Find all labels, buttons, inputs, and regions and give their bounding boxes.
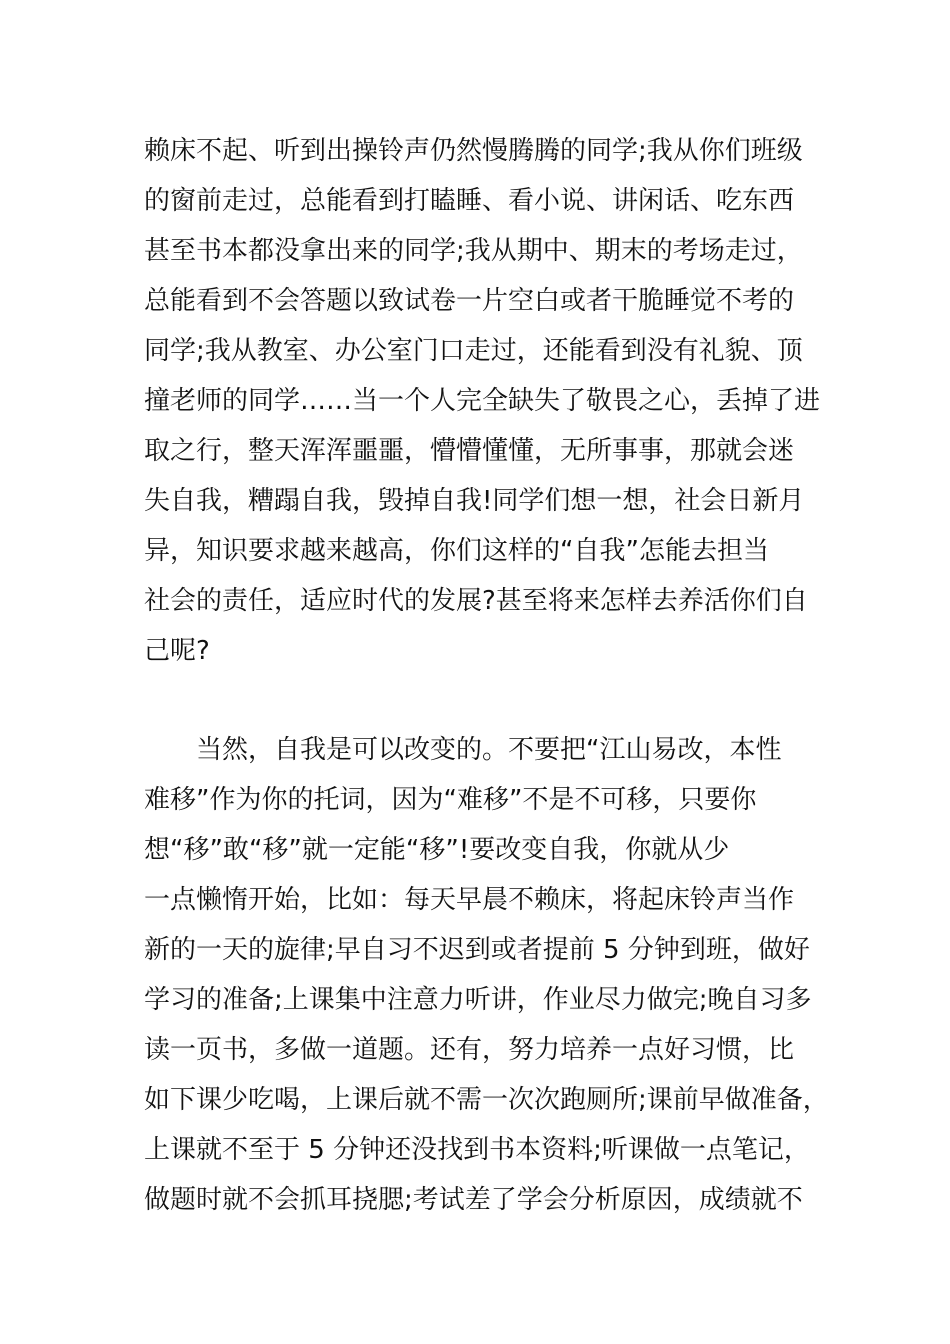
text-line: 甚至书本都没拿出来的同学;我从期中、期末的考场走过， <box>144 236 803 266</box>
text-line: 读一页书，多做一道题。还有，努力培养一点好习惯，比 <box>144 1035 795 1065</box>
text-line: 新的一天的旋律;早自习不迟到或者提前 5 分钟到班，做好 <box>144 935 810 965</box>
text-line: 总能看到不会答题以致试卷一片空白或者干脆睡觉不考的 <box>144 286 795 316</box>
text-line: 赖床不起、听到出操铃声仍然慢腾腾的同学;我从你们班级 <box>144 136 803 166</box>
text-line: 社会的责任，适应时代的发展?甚至将来怎样去养活你们自 <box>144 586 808 616</box>
text-line: 学习的准备;上课集中注意力听讲，作业尽力做完;晚自习多 <box>144 985 812 1015</box>
text-line: 一点懒惰开始，比如：每天早晨不赖床，将起床铃声当作 <box>144 885 795 915</box>
text-line: 同学;我从教室、办公室门口走过，还能看到没有礼貌、顶 <box>144 336 803 366</box>
text-line: 难移”作为你的托词，因为“难移”不是不可移，只要你 <box>144 785 757 815</box>
text-line: 失自我，糟蹋自我，毁掉自我!同学们想一想，社会日新月 <box>144 486 805 516</box>
text-line: 的窗前走过，总能看到打瞌睡、看小说、讲闲话、吃东西 <box>144 186 795 216</box>
text-line: 取之行，整天浑浑噩噩，懵懵懂懂，无所事事，那就会迷 <box>144 436 795 466</box>
text-line: 做题时就不会抓耳挠腮;考试差了学会分析原因，成绩就不 <box>144 1185 803 1215</box>
text-line: 当然，自我是可以改变的。不要把“江山易改，本性 <box>196 735 782 765</box>
text-line: 上课就不至于 5 分钟还没找到书本资料;听课做一点笔记， <box>144 1135 810 1165</box>
text-line: 异，知识要求越来越高，你们这样的“自我”怎能去担当 <box>144 536 769 566</box>
text-line: 想“移”敢“移”就一定能“移”!要改变自我，你就从少 <box>144 835 730 865</box>
text-line: 撞老师的同学……当一个人完全缺失了敬畏之心，丢掉了进 <box>144 386 821 416</box>
text-line: 己呢? <box>144 636 210 666</box>
text-line: 如下课少吃喝，上课后就不需一次次跑厕所;课前早做准备， <box>144 1085 829 1115</box>
